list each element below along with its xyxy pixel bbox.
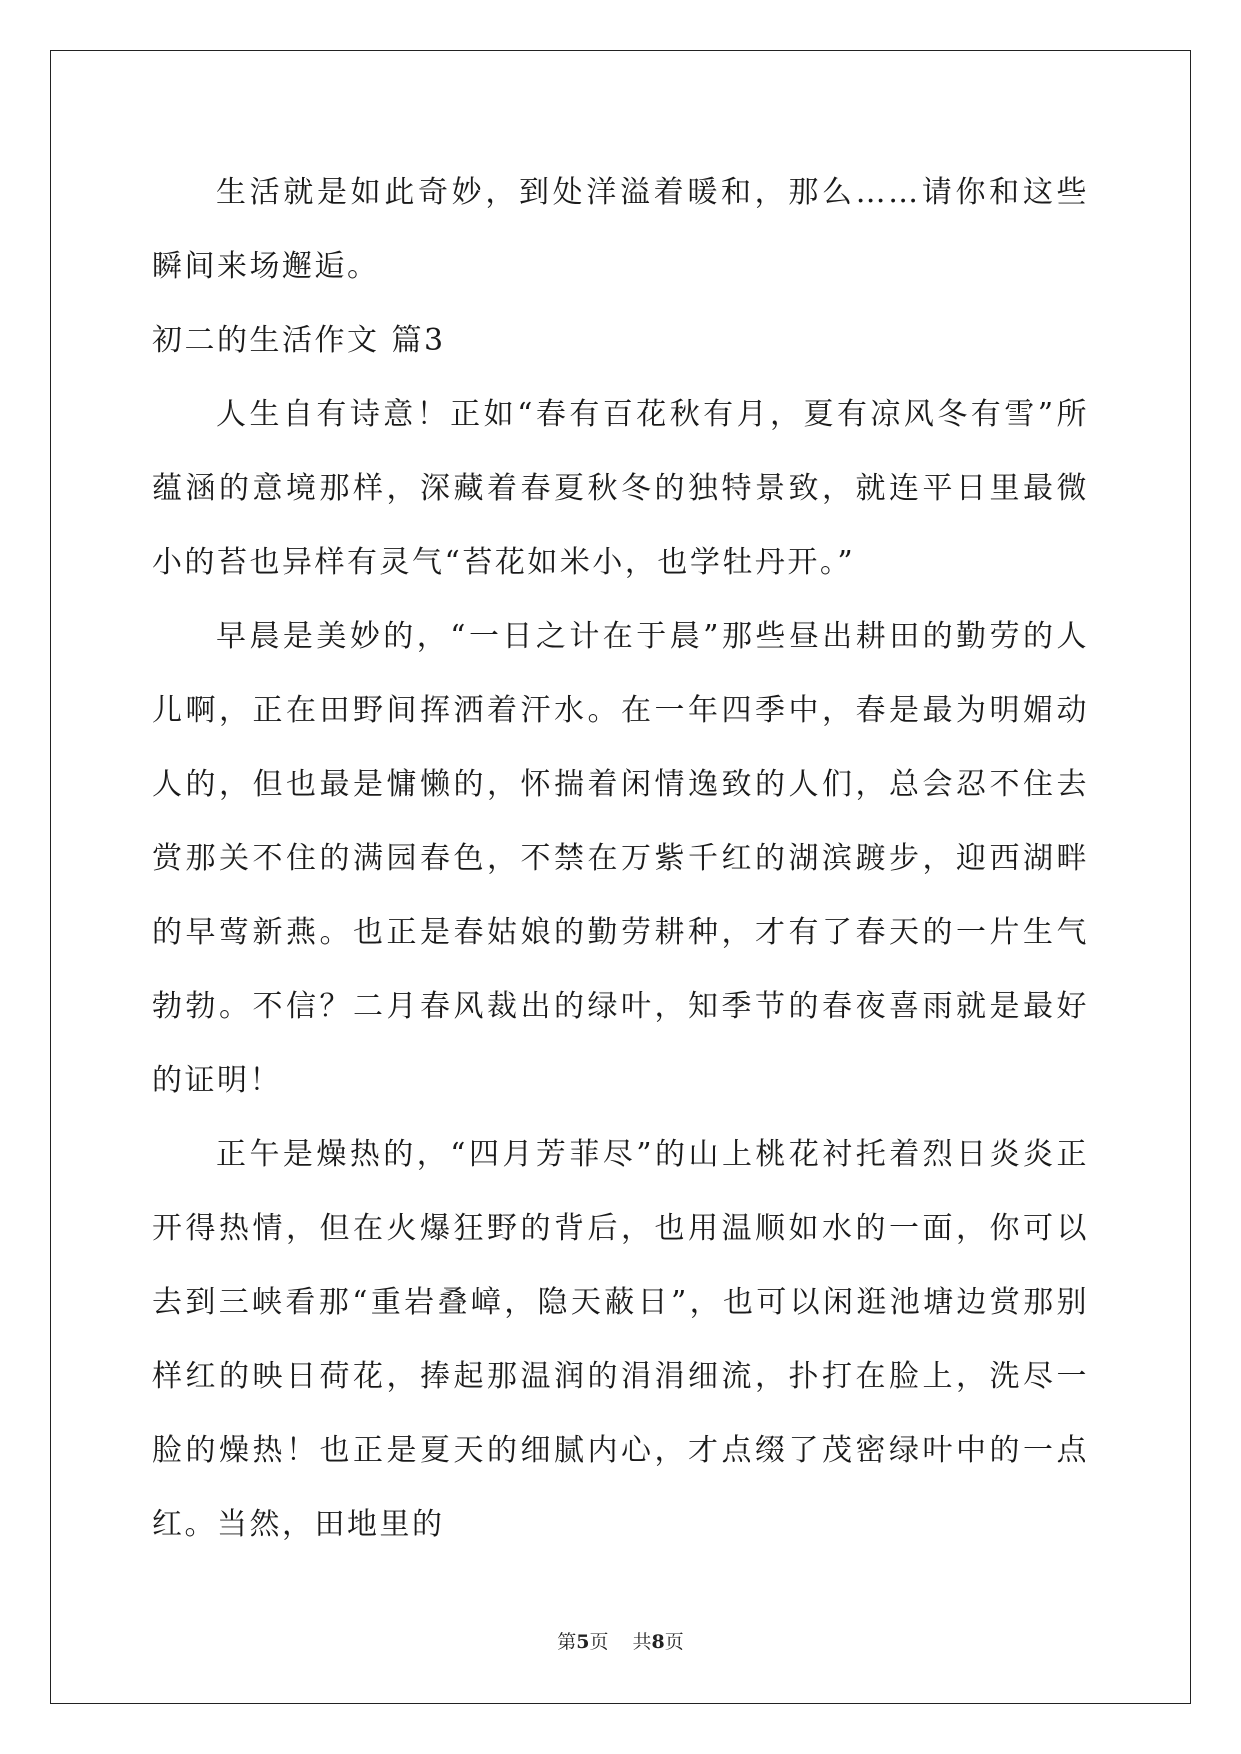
paragraph-closing: 生活就是如此奇妙，到处洋溢着暖和，那么……请你和这些瞬间来场邂逅。 [152,175,1089,284]
page-total: 8 [651,1631,665,1653]
page-footer [0,1627,1241,1654]
document-body [152,156,1089,1562]
paragraph-morning-spring: 早晨是美妙的，“一日之计在于晨”那些昼出耕田的勤劳的人儿啊，正在田野间挥洒着汗水。在一年四季中，春是最为明媚动人的，但也最是慵懒的，怀揣着闲情逸致的人们，总会忍不住去赏那关不住的满园春色，不禁在万紫千红的湖滨踱步，迎西湖畔的早莺新燕。也正是春姑娘的勤劳耕种，才有了春天的一片生气勃勃。不信？二月春风裁出的绿叶，知季节的春夜喜雨就是最好的证明！ [152,619,1089,1098]
section-heading: 初二的生活作文 篇3 [152,323,446,358]
total-unit: 页 [664,1631,684,1653]
page-current: 5 [576,1631,590,1653]
paragraph-intro: 人生自有诗意！正如“春有百花秋有月，夏有凉风冬有雪”所蕴涵的意境那样，深藏着春夏秋冬的独特景致，就连平日里最微小的苔也异样有灵气“苔花如米小，也学牡丹开。” [152,397,1089,580]
paragraph-noon-summer: 正午是燥热的，“四月芳菲尽”的山上桃花衬托着烈日炎炎正开得热情，但在火爆狂野的背后，也用温顺如水的一面，你可以去到三峡看那“重岩叠嶂，隐天蔽日”，也可以闲逛池塘边赏那别样红的映日荷花，捧起那温润的涓涓细流，扑打在脸上，洗尽一脸的燥热！也正是夏天的细腻内心，才点缀了茂密绿叶中的一点红。当然，田地里的 [152,1137,1089,1542]
total-prefix: 共 [632,1631,652,1653]
page-unit: 页 [589,1631,609,1653]
page-prefix: 第 [557,1631,577,1653]
